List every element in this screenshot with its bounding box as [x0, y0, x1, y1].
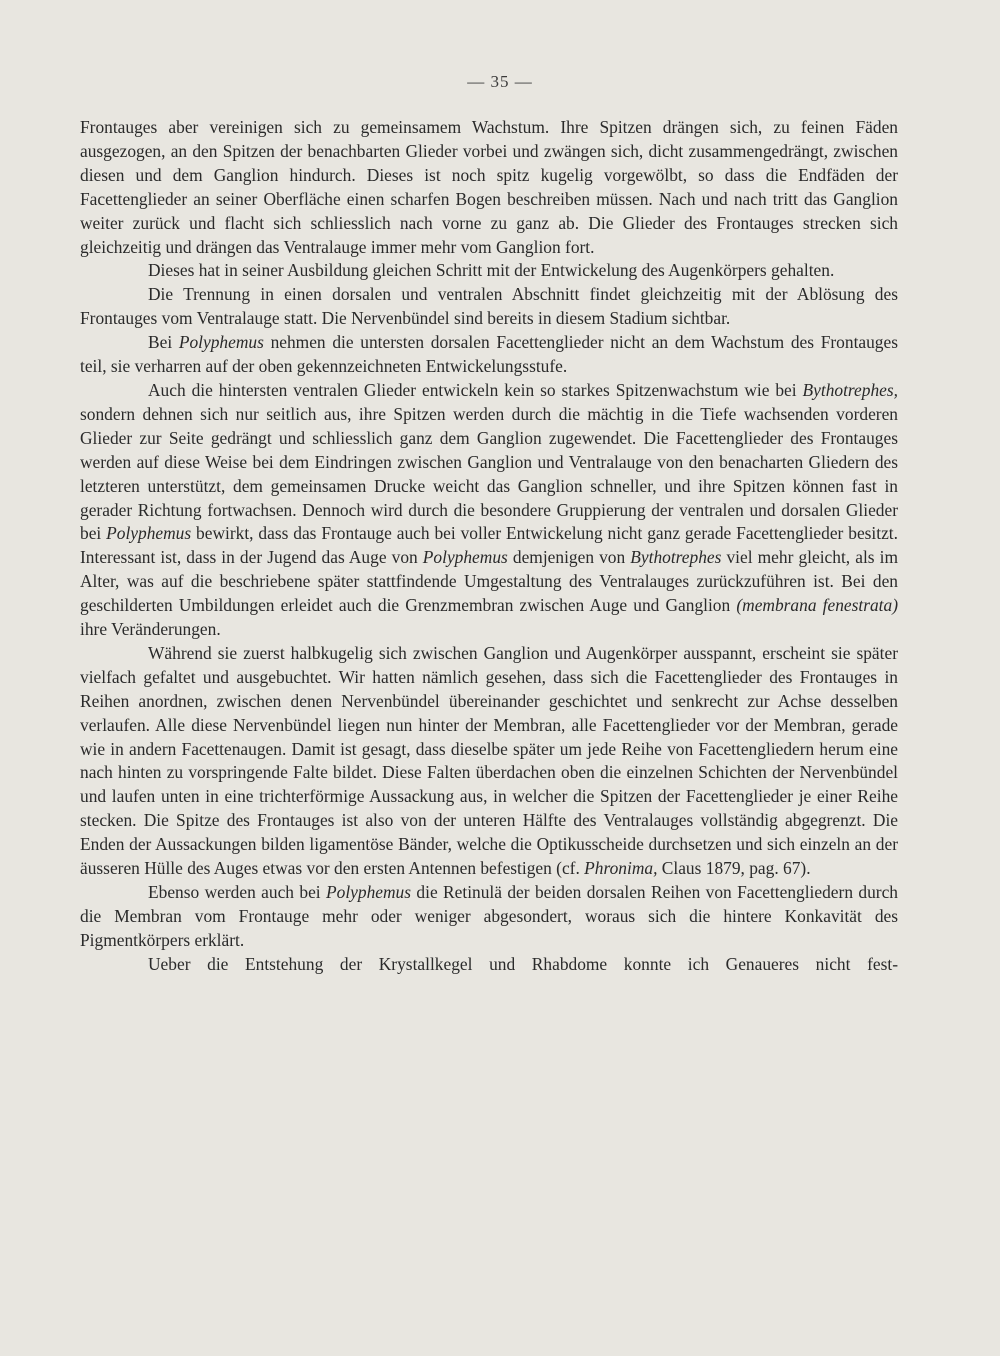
text-run: Während sie zuerst halbkugelig sich zwischen Ganglion und Augenkörper ausspannt, erscheint sie später vielfach gefaltet und ausgebuchtet. Wir hatten nämlich gesehen, dass sich die Facettenglieder des Frontauges in Reihen anordnen, zwischen denen Nervenbündel übereinander geschichtet und senkrecht zur Achse desselben verlaufen. Alle diese Nervenbündel liegen nun hinter der Membran, alle Facettenglieder vor der Membran, gerade wie in andern Facettenaugen. Damit ist gesagt, dass dieselbe später um jede Reihe von Facettengliedern herum eine nach hinten zu vorspringende Falte bildet. Diese Falten überdachen oben die einzelnen Schichten der Nervenbündel und laufen unten in eine trichterförmige Aussackung aus, in welcher die Spitzen der Facettenglieder je einer Reihe stecken. Die Spitze des Frontauges ist also von der unteren Hälfte des Ventralauges vollständig abgegrenzt. Die Enden der Aussackungen bilden ligamentöse Bänder, welche die Optikusscheide durchsetzen und sich einzeln an der äusseren Hülle des Auges etwas vor den ersten Antennen befestigen (cf. [80, 642, 898, 879]
italic-term: Polyphemus [422, 547, 508, 568]
text-run: demjenigen von [507, 547, 631, 568]
text-run: Frontauges aber vereinigen sich zu gemeinsamem Wachstum. Ihre Spitzen drängen sich, zu feinen Fäden ausgezogen, an den Spitzen der benachbarten Glieder vorbei und zwängen sich, dicht zusammengedrängt, zwischen diesen und dem Ganglion hindurch. Dieses ist noch spitz kugelig vorgewölbt, so dass die Endfäden der Facettenglieder an seiner Oberfläche einen scharfen Bogen beschreiben müssen. Nach und nach tritt das Ganglion weiter zurück und flacht sich schliesslich nach vorne zu ganz ab. Die Glieder des Frontauges strecken sich gleichzeitig und drängen das Ventralauge immer mehr vom Ganglion fort. [80, 117, 898, 257]
text-run: nehmen die untersten dorsalen Facettenglieder nicht an dem Wachstum des Frontauges teil, sie verharren auf der oben gekennzeichneten Entwickelungsstufe. [80, 332, 898, 377]
text-run: bewirkt, dass das Frontauge auch bei voller Entwickelung nicht ganz gerade Facettenglieder besitzt. Interessant ist, dass in der Jugend das Auge von [80, 523, 898, 568]
italic-term: Polyphemus [326, 882, 412, 902]
paragraph [80, 116, 898, 259]
text-run: Claus 1879, pag. 67). [657, 858, 811, 879]
italic-term: Phronima, [584, 858, 658, 879]
paragraph [80, 331, 898, 379]
text-run: ihre Veränderungen. [80, 619, 221, 640]
text-run: Ueber die Entstehung der Krystallkegel und Rhabdome konnte ich Genaueres nicht fest- [148, 953, 898, 974]
text-run: sondern dehnen sich nur seitlich aus, ihre Spitzen werden durch die mächtig in die Tiefe wachsenden vorderen Glieder zur Seite gedrängt und schliesslich ganz dem Ganglion zugewendet. Die Facettenglieder des Frontauges werden auf diese Weise bei dem Eindringen zwischen Ganglion und Ventralauge von den benacharten Gliedern des letzteren unterstützt, dem gemeinsamen Drucke weicht das Ganglion schneller, und ihre Spitzen können fast in gerader Richtung fortwachsen. Dennoch wird durch die besondere Gruppierung der ventralen und dorsalen Glieder bei [80, 403, 898, 544]
text-run: Dieses hat in seiner Ausbildung gleichen Schritt mit der Entwickelung des Augenkörpers gehalten. [148, 260, 835, 281]
paragraph [80, 881, 898, 953]
text-run: Ebenso werden auch bei [148, 882, 327, 902]
italic-term: (membrana fenestrata) [736, 595, 899, 616]
body-text [80, 116, 898, 977]
text-run: Auch die hintersten ventralen Glieder entwickeln kein so starkes Spitzenwachstum wie bei [148, 379, 803, 400]
text-run: die Retinulä der beiden dorsalen Reihen von Facettengliedern durch die Membran vom Frontauge mehr oder weniger abgesondert, woraus sich die hintere Konkavität des Pigmentkörpers erklärt. [80, 882, 898, 950]
paragraph [80, 259, 898, 283]
text-run: Die Trennung in einen dorsalen und ventralen Abschnitt findet gleichzeitig mit der Ablösung des Frontauges vom Ventralauge statt. Die Nervenbündel sind bereits in diesem Stadium sichtbar. [80, 284, 898, 329]
paragraph [80, 953, 898, 977]
page-number: — 35 — [467, 72, 533, 91]
text-run: viel mehr gleicht, als im Alter, was auf die beschriebene später stattfindende Umgestaltung des Ventralauges zurückzuführen ist. Bei den geschilderten Umbildungen erleidet auch die Grenzmembran zwischen Auge und Ganglion [80, 547, 898, 616]
text-run: Bei [148, 332, 179, 353]
italic-term: Bythotrephes, [802, 379, 898, 400]
italic-term: Bythotrephes [630, 547, 722, 568]
italic-term: Polyphemus [178, 332, 264, 353]
italic-term: Polyphemus [106, 523, 192, 544]
paragraph [80, 642, 898, 881]
paragraph [80, 379, 898, 642]
paragraph [80, 283, 898, 331]
